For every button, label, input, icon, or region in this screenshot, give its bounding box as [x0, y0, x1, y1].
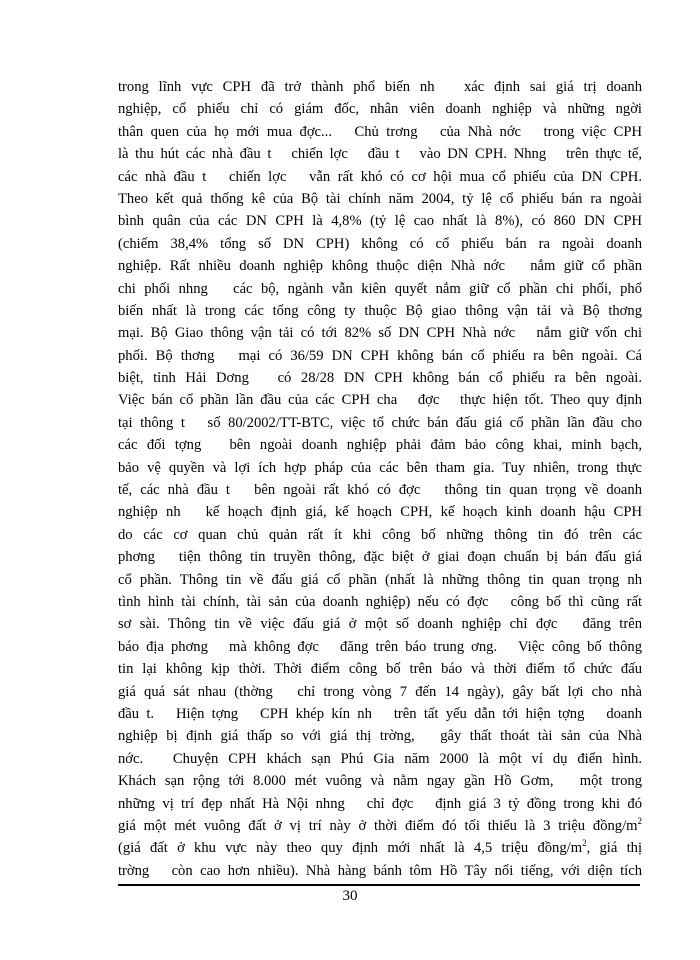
text-line: Khách sạn rộng tới 8.000 mét vuông và nằm ngay gần Hồ Gơm, một trong	[118, 773, 642, 790]
text-line: tế, các nhà đầu t bên ngoài rất khó có đợc thông tin quan trọng về doanh	[118, 482, 642, 499]
text-line: là thu hút các nhà đầu t chiến lợc đầu t vào DN CPH. Nhng trên thực tế,	[118, 146, 642, 163]
text-line: đầu t. Hiện tợng CPH khép kín nh trên tất yếu dẫn tới hiện tợng doanh	[118, 705, 642, 722]
text-line: nghiệp, cổ phiếu chỉ có giám đốc, nhân viên doanh nghiệp và những ngời	[118, 101, 642, 118]
text-line	[118, 837, 642, 859]
text-line: những vị trí đẹp nhất Hà Nội nhng chỉ đợc định giá 3 tỷ đồng trong khi đó	[118, 795, 642, 812]
page-number: 30	[342, 888, 358, 904]
text-line: nghiệp nh kế hoạch định giá, kế hoạch CPH, kế hoạch kinh doanh hậu CPH	[118, 504, 642, 521]
text-line: mại. Bộ Giao thông vận tải có tới 82% số DN CPH Nhà nớc nắm giữ vốn chi	[118, 325, 642, 342]
text-line: do các cơ quan chủ quản rất ít khi công bố những thông tin đó trên các	[118, 526, 642, 543]
text-line: phơng tiện thông tin truyền thông, đặc biệt ở giai đoạn chuẩn bị bán đấu giá	[118, 549, 642, 566]
text-line: nghiệp. Rất nhiều doanh nghiệp không thuộc diện Nhà nớc nắm giữ cổ phần	[118, 258, 642, 275]
text-line: bảo vệ quyền và lợi ích hợp pháp của các bên tham gia. Tuy nhiên, trong thực	[118, 459, 642, 476]
text-line: phối. Bộ thơng mại có 36/59 DN CPH không bán cổ phiếu ra bên ngoài. Cá	[118, 347, 642, 364]
text-line: báo địa phơng mà không đợc đăng trên báo trung ơng. Việc công bố thông	[118, 638, 642, 655]
text-line: cổ phần. Thông tin về đấu giá cổ phần (nhất là những thông tin quan trọng nh	[118, 571, 642, 588]
text-line: trong lĩnh vực CPH đã trở thành phổ biến nh xác định sai giá trị doanh	[118, 79, 642, 95]
text-line: biến nhất là trong các tổng công ty thuộc Bộ giao thông vận tải và Bộ thơng	[118, 302, 642, 319]
text-line: trờng còn cao hơn nhiều). Nhà hàng bánh tôm Hồ Tây nổi tiếng, với diện tích	[118, 862, 642, 879]
superscript-2: 2	[582, 838, 587, 849]
superscript-2: 2	[637, 816, 642, 827]
text-line: sơ sài. Thông tin về việc đấu giá ở một số doanh nghiệp chỉ đợc đăng trên	[118, 616, 642, 633]
text-line: tại thông t số 80/2002/TT-BTC, việc tổ chức bán đấu giá cổ phần lần đầu cho	[118, 414, 642, 431]
text-fragment: , giá thị	[586, 840, 642, 857]
text-fragment: (giá đất ở khu vực này theo quy định mới nhất là 4,5 triệu đồng/m	[118, 840, 583, 857]
text-line: bình quân của các DN CPH là 4,8% (tỷ lệ cao nhất là 8%), có 860 DN CPH	[118, 213, 642, 230]
text-line: chi phối nhng các bộ, ngành vẫn kiên quyết nắm giữ cổ phần chi phối, phổ	[118, 280, 642, 297]
text-line: tin lại không kịp thời. Thời điểm công bố trên báo và thời điểm tổ chức đấu	[118, 661, 642, 678]
text-line: thân quen của họ mới mua đợc... Chủ trơng của Nhà nớc trong việc CPH	[118, 123, 642, 140]
body-paragraph	[118, 76, 642, 882]
text-line	[118, 815, 642, 837]
text-line: biệt, tỉnh Hải Dơng có 28/28 DN CPH không bán cổ phiếu ra bên ngoài.	[118, 370, 642, 387]
text-line: giá quá sát nhau (thờng chỉ trong vòng 7 đến 14 ngày), gây bất lợi cho nhà	[118, 683, 642, 700]
footer-rule	[118, 884, 640, 886]
text-line: nớc. Chuyện CPH khách sạn Phú Gia năm 2000 là một ví dụ điển hình.	[118, 750, 642, 767]
text-line: nghiệp bị định giá thấp so với giá thị trờng, gây thất thoát tài sản của Nhà	[118, 728, 642, 745]
text-line: các nhà đầu t chiến lợc vẫn rất khó có cơ hội mua cổ phiếu của DN CPH.	[118, 168, 642, 185]
text-line: các đối tợng bên ngoài doanh nghiệp phải đảm bảo công khai, minh bạch,	[118, 437, 642, 454]
text-fragment: giá một mét vuông đất ở vị trí này ở thời điểm đó tối thiểu là 3 triệu đồng/m	[118, 817, 638, 834]
text-line: tình hình tài chính, tài sản của doanh nghiệp) nếu có đợc công bố thì cũng rất	[118, 593, 642, 610]
text-line: Theo kết quả thống kê của Bộ tài chính năm 2004, tỷ lệ cổ phiếu bán ra ngoài	[118, 190, 642, 207]
text-line: Việc bán cổ phần lần đầu của các CPH cha đợc thực hiện tốt. Theo quy định	[118, 392, 642, 409]
text-line: (chiếm 38,4% tổng số DN CPH) không có cổ phiếu bán ra ngoài doanh	[118, 235, 642, 252]
